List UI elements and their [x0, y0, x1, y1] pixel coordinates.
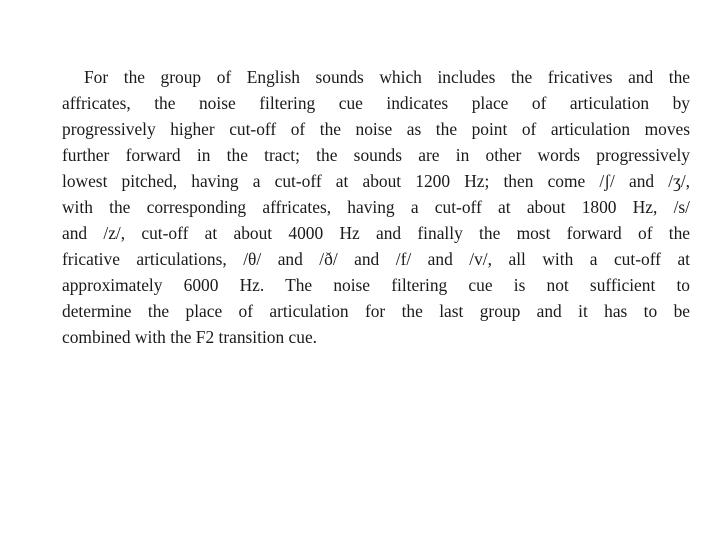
paragraph-line-8: fricative articulations, /θ/ and /ð/ and /f/ and /v/, all with a cut-off at — [62, 249, 690, 269]
paragraph-line-5: lowest pitched, having a cut-off at about 1200 Hz; then come /ʃ/ and /ʒ/, — [62, 171, 690, 191]
body-paragraph — [62, 64, 690, 350]
paragraph-line-7: and /z/, cut-off at about 4000 Hz and finally the most forward of the — [62, 223, 690, 243]
paragraph-line-4: further forward in the tract; the sounds are in other words progressively — [62, 145, 690, 165]
paragraph-line-11: combined with the F2 transition cue. — [62, 327, 318, 347]
paragraph-line-2: affricates, the noise filtering cue indicates place of articulation by — [62, 93, 690, 113]
paragraph-line-9: approximately 6000 Hz. The noise filtering cue is not sufficient to — [62, 275, 690, 295]
paragraph-line-6: with the corresponding affricates, having a cut-off at about 1800 Hz, /s/ — [62, 197, 690, 217]
paragraph-line-1: For the group of English sounds which includes the fricatives and the — [84, 67, 690, 87]
paragraph-line-3: progressively higher cut-off of the noise as the point of articulation moves — [62, 119, 690, 139]
paragraph-line-10: determine the place of articulation for the last group and it has to be — [62, 301, 690, 321]
